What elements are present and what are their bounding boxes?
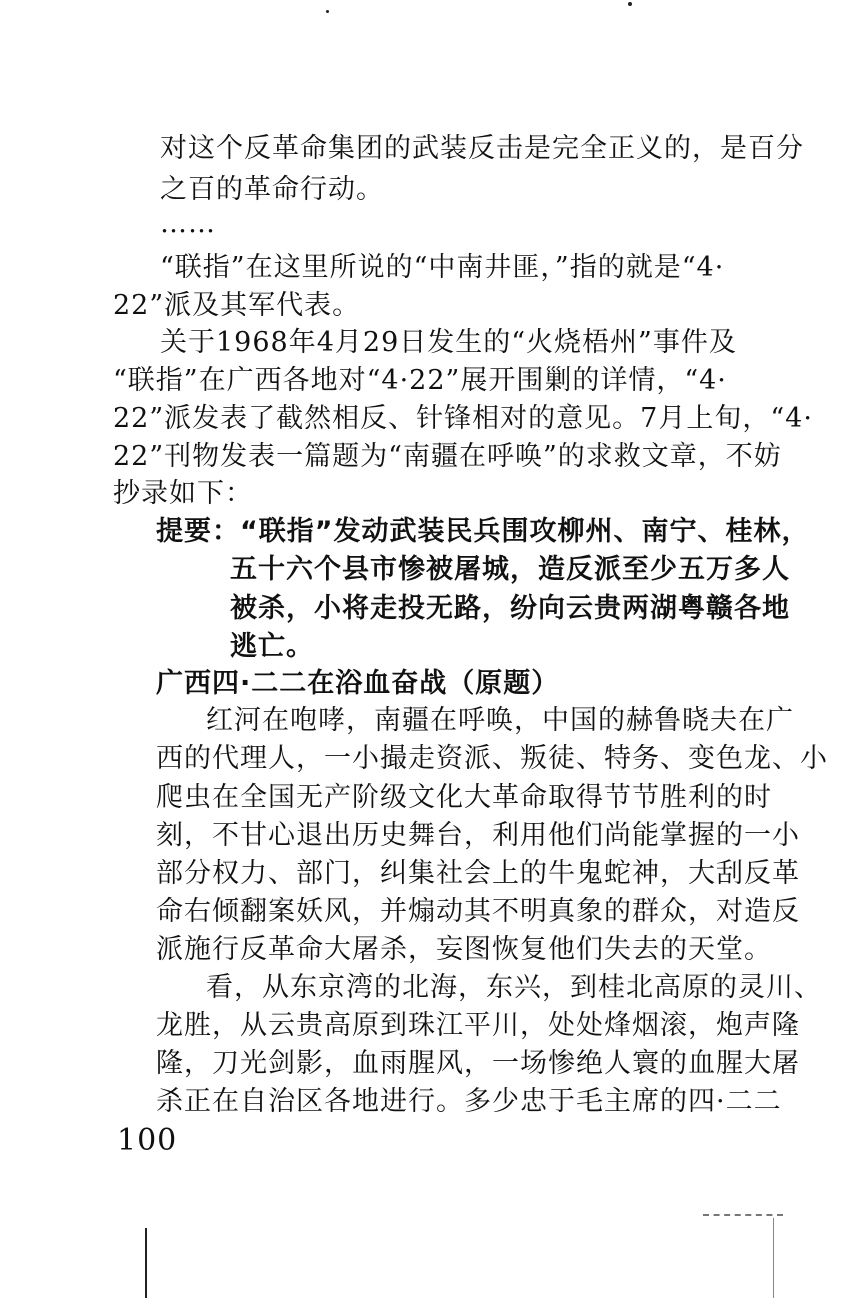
quote-line: 派施行反革命大屠杀，妄图恢复他们失去的天堂。 — [156, 934, 772, 965]
quote-line: 杀正在自治区各地进行。多少忠于毛主席的四·二二 — [156, 1086, 782, 1117]
scan-speck — [326, 10, 329, 13]
scan-speck — [628, 2, 632, 6]
summary-line: 逃亡。 — [230, 631, 314, 662]
summary-line: 五十六个县市惨被屠城，造反派至少五万多人 — [230, 554, 790, 585]
body-line: 对这个反革命集团的武装反击是完全正义的，是百分 — [160, 133, 804, 164]
scan-edge-dash — [703, 1214, 783, 1216]
quote-line: 龙胜，从云贵高原到珠江平川，处处烽烟滚，炮声隆 — [156, 1010, 800, 1041]
article-heading: 广西四·二二在浴血奋战（原题） — [156, 668, 560, 699]
body-line: 22”刊物发表一篇题为“南疆在呼唤”的求救文章，不妨 — [113, 441, 782, 472]
quote-line: 西的代理人，一小撮走资派、叛徒、特务、变色龙、小 — [156, 743, 828, 774]
scan-edge-line — [773, 1218, 774, 1298]
body-line: 之百的革命行动。 — [160, 174, 384, 205]
quote-line: 命右倾翻案妖风，并煽动其不明真象的群众，对造反 — [156, 896, 800, 927]
body-line: 关于1968年4月29日发生的“火烧梧州”事件及 — [160, 327, 737, 358]
quote-line: 隆，刀光剑影，血雨腥风，一场惨绝人寰的血腥大屠 — [156, 1048, 800, 1079]
page-number: 100 — [117, 1123, 178, 1158]
scan-edge-line — [145, 1228, 147, 1298]
body-line: 抄录如下： — [113, 478, 253, 509]
quote-line: 刻，不甘心退出历史舞台，利用他们尚能掌握的一小 — [156, 820, 800, 851]
quote-line: 红河在咆哮，南疆在呼唤，中国的赫鲁晓夫在广 — [206, 705, 794, 736]
quote-line: 爬虫在全国无产阶级文化大革命取得节节胜利的时 — [156, 782, 772, 813]
summary-line: 提要：“联指”发动武装民兵围攻柳州、南宁、桂林， — [156, 516, 810, 547]
summary-line: 被杀，小将走投无路，纷向云贵两湖粤赣各地 — [230, 593, 790, 624]
body-line: “联指”在广西各地对“4·22”展开围剿的详情，“4· — [113, 365, 727, 396]
quote-line: 看，从东京湾的北海，东兴，到桂北高原的灵川、 — [206, 972, 822, 1003]
body-line: “联指”在这里所说的“中南井匪，”指的就是“4· — [160, 252, 725, 283]
ellipsis-line: …… — [160, 208, 216, 239]
body-line: 22”派及其军代表。 — [113, 290, 361, 321]
quote-line: 部分权力、部门，纠集社会上的牛鬼蛇神，大刮反革 — [156, 858, 800, 889]
body-line: 22”派发表了截然相反、针锋相对的意见。7月上旬，“4· — [113, 403, 813, 434]
